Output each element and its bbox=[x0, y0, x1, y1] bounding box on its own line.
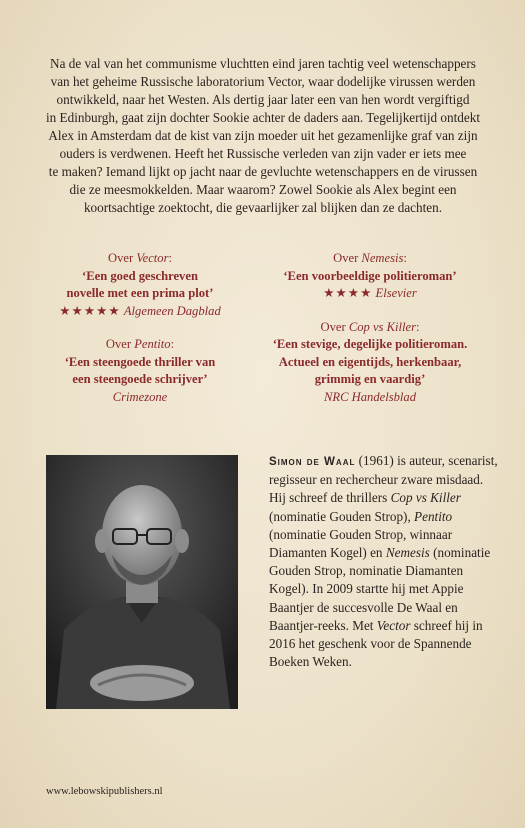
bio-text: (1961) is auteur, scenarist, regisseur en rechercheur zware misdaad. Hij schreef de thrillers bbox=[269, 453, 498, 506]
reviews-right-column bbox=[255, 250, 485, 422]
review-heading bbox=[40, 336, 240, 354]
review-colon: : bbox=[168, 251, 172, 265]
author-name: Simon de Waal bbox=[269, 456, 356, 468]
bio-text: (nominatie Gouden Strop, winnaar Diamanten Kogel) en bbox=[269, 526, 453, 561]
review-book-title: Vector bbox=[136, 251, 169, 265]
bio-book-title: Nemesis bbox=[385, 545, 430, 561]
review-heading bbox=[255, 319, 485, 337]
blurb-line: in Edinburgh, gaat zijn dochter Sookie achter de daders aan. Tegelijkertijd ontdekt bbox=[45, 110, 480, 125]
review-book-title: Nemesis bbox=[361, 251, 404, 265]
review-over-label: Over bbox=[105, 337, 135, 351]
review-quote-line: novelle met een prima plot’ bbox=[66, 286, 214, 300]
review-quote-line: ‘Een voorbeeldige politieroman’ bbox=[283, 268, 457, 283]
review-nemesis bbox=[255, 250, 485, 303]
publisher-website[interactable]: www.lebowskipublishers.nl bbox=[46, 786, 163, 797]
review-stars: ★★★★ bbox=[323, 286, 373, 300]
bio-text: schreef hij in 2016 het geschenk voor de Spannende Boeken Weken. bbox=[269, 617, 483, 670]
review-book-title: Cop vs Killer bbox=[348, 319, 416, 334]
review-source: Algemeen Dagblad bbox=[123, 303, 221, 318]
review-quote-line: grimmig en vaardig’ bbox=[314, 372, 426, 386]
review-quote-line: ‘Een goed geschreven bbox=[82, 268, 198, 283]
review-book-title: Pentito bbox=[134, 337, 171, 351]
author-portrait-illustration bbox=[46, 455, 238, 709]
blurb-line: van het geheime Russische laboratorium Vector, waar dodelijke virussen werden bbox=[50, 74, 476, 89]
back-cover-blurb bbox=[38, 55, 488, 217]
review-stars: ★★★★★ bbox=[59, 303, 121, 318]
bio-book-title: Vector bbox=[376, 617, 411, 633]
author-photo bbox=[46, 455, 238, 709]
blurb-line: ontwikkeld, naar het Westen. Als dertig jaar later een van hen wordt vergiftigd bbox=[56, 92, 470, 107]
review-vector bbox=[40, 250, 240, 320]
review-pentito bbox=[40, 336, 240, 406]
review-colon: : bbox=[416, 319, 420, 334]
blurb-line: Na de val van het communisme vluchtten eind jaren tachtig veel wetenschappers bbox=[50, 56, 476, 71]
blurb-line: die ze meesmokkelden. Maar waarom? Zowel Sookie als Alex begint een bbox=[69, 182, 457, 197]
review-heading bbox=[255, 250, 485, 268]
bio-text: (nominatie Gouden Strop, nominatie Diamanten Kogel). In 2009 startte hij met Appie Baantjer de succesvolle De Waal en Baantjer-reeks. Met bbox=[269, 545, 491, 633]
review-source-line bbox=[255, 285, 485, 303]
review-quote-line: ‘Een steengoede thriller van bbox=[64, 354, 216, 369]
review-cop-vs-killer bbox=[255, 319, 485, 407]
blurb-line: Alex in Amsterdam dat de kist van zijn moeder uit het gezamenlijke graf van zijn bbox=[48, 128, 478, 143]
review-over-label: Over bbox=[333, 251, 362, 265]
review-source-line bbox=[40, 303, 240, 321]
author-bio bbox=[269, 452, 501, 671]
reviews-left-column bbox=[40, 250, 240, 422]
review-source: Elsevier bbox=[375, 286, 417, 300]
blurb-line: ouders is verdwenen. Heeft het Russische verleden van zijn vader er iets mee bbox=[59, 146, 467, 161]
review-colon: : bbox=[170, 337, 175, 351]
bio-text: (nominatie Gouden Strop), bbox=[269, 508, 415, 524]
review-over-label: Over bbox=[107, 251, 137, 265]
review-over-label: Over bbox=[320, 319, 349, 334]
review-source: NRC Handelsblad bbox=[323, 389, 416, 404]
review-colon: : bbox=[403, 251, 407, 265]
review-heading bbox=[40, 250, 240, 268]
bio-book-title: Pentito bbox=[414, 508, 453, 524]
bio-book-title: Cop vs Killer bbox=[390, 490, 461, 506]
review-source: Crimezone bbox=[112, 389, 168, 404]
blurb-line: te maken? Iemand lijkt op jacht naar de gevluchte wetenschappers en de virussen bbox=[48, 164, 478, 179]
review-quote-line: ‘Een stevige, degelijke politieroman. bbox=[272, 337, 468, 351]
review-quote-line: een steengoede schrijver’ bbox=[72, 372, 208, 386]
review-quote-line: Actueel en eigentijds, herkenbaar, bbox=[278, 354, 462, 369]
blurb-line: koortsachtige zoektocht, die gevaarlijker zal blijken dan ze dachten. bbox=[83, 200, 443, 215]
